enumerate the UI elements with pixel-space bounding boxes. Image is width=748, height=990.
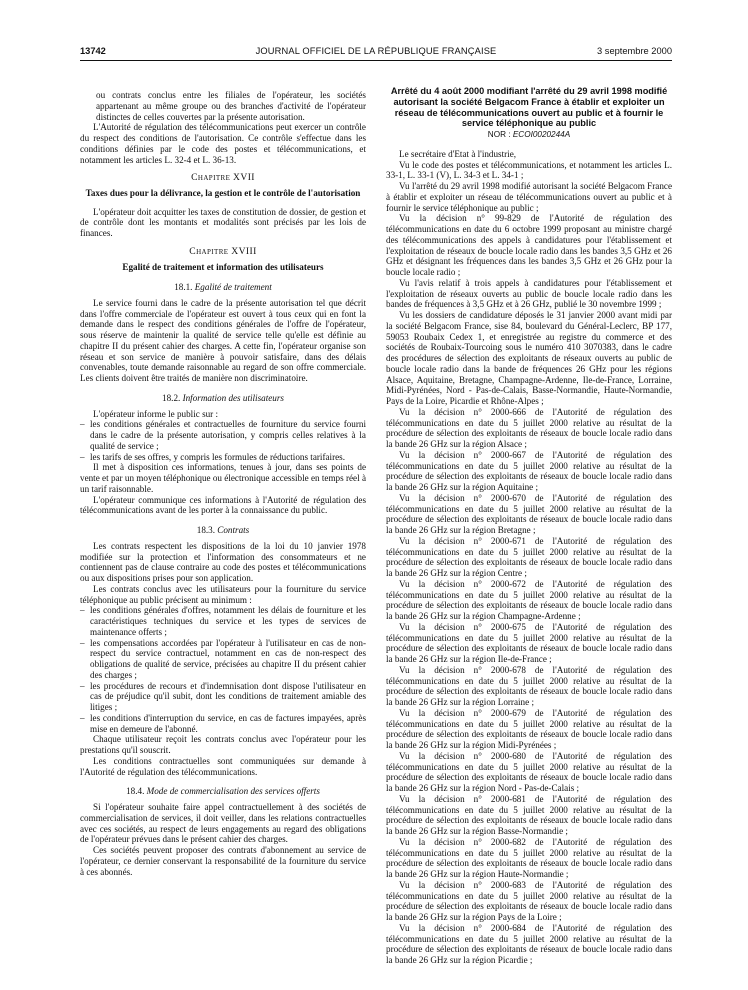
list-item: – les conditions générales et contractuelles de fourniture du service fourni dans le cadre de la présente autorisation, y compris celles relatives à la qualité de service ;	[80, 419, 366, 451]
section-title: Mode de commercialisation des services offerts	[146, 786, 320, 797]
continued-paragraph: ou contrats conclus entre les filiales de l'opérateur, les sociétés appartenant au même groupe ou des branches d'activité de l'opérateur distinctes de celles couvertes par la présente autorisation.	[96, 90, 366, 122]
paragraph: Vu la décision n° 2000-666 de l'Autorité de régulation des télécommunications en date du 5 juillet 2000 relative au résultat de la procédure de sélection des exploitants de réseaux de boucle locale radio dans la bande 26 GHz sur la région Alsace ;	[386, 406, 672, 450]
list-item: – les conditions d'interruption du service, en cas de factures impayées, après mise en demeure de l'abonné.	[80, 713, 366, 735]
list-item: – les compensations accordées par l'opérateur à l'utilisateur en cas de non-respect du service contractuel, notamment en cas de non-respect des obligations de qualité de service, précisées au chapitre II du présent cahier des charges ;	[80, 638, 366, 681]
paragraph: L'opérateur informe le public sur :	[93, 408, 219, 419]
nor-reference	[386, 130, 672, 141]
paragraph: Les contrats respectent les dispositions de la loi du 10 janvier 1978 modifiée sur la protection et l'information des consommateurs et ne contiennent pas de clause contraire au code des postes et télécommunications ou aux dispositions prises pour son application.	[80, 540, 366, 583]
paragraph: Vu l'arrêté du 29 avril 1998 modifié autorisant la société Belgacom France à établir et exploiter un réseau de télécommunications ouvert au public et à fournir le service téléphonique au public ;	[386, 181, 672, 213]
section-title: Information des utilisateurs	[182, 392, 284, 403]
paragraph: Vu la décision n° 2000-680 de l'Autorité de régulation des télécommunications en date du 5 juillet 2000 relative au résultat de la procédure de sélection des exploitants de réseaux de boucle locale radio dans la bande 26 GHz sur la région Nord - Pas-de-Calais ;	[386, 750, 672, 794]
page-number: 13742	[80, 46, 106, 56]
paragraph: Vu la décision n° 2000-671 de l'Autorité de régulation des télécommunications en date du 5 juillet 2000 relative au résultat de la procédure de sélection des exploitants de réseaux de boucle locale radio dans la bande 26 GHz sur la région Centre ;	[386, 535, 672, 579]
left-column	[80, 90, 366, 877]
nor-code: ECOI0020244A	[512, 130, 571, 140]
paragraph: L'Autorité de régulation des télécommunications peut exercer un contrôle du respect des conditions de l'autorisation. Ce contrôle s'effectue dans les conditions définies par le code des postes et télécommunications, et notamment les articles L. 32-4 et L. 36-13.	[80, 122, 366, 165]
paragraph: Les contrats conclus avec les utilisateurs pour la fourniture du service téléphonique au public précisent au minimum :	[80, 583, 366, 605]
paragraph: Vu la décision n° 2000-682 de l'Autorité de régulation des télécommunications en date du 5 juillet 2000 relative au résultat de la procédure de sélection des exploitants de réseaux de boucle locale radio dans la bande 26 GHz sur la région Haute-Normandie ;	[386, 836, 672, 880]
chapter-label: Chapitre XVIII	[189, 245, 257, 257]
right-column	[386, 86, 672, 966]
header-rule	[80, 60, 672, 61]
paragraph: Vu la décision n° 2000-678 de l'Autorité de régulation des télécommunications en date du 5 juillet 2000 relative au résultat de la procédure de sélection des exploitants de réseaux de boucle locale radio dans la bande 26 GHz sur la région Lorraine ;	[386, 664, 672, 708]
paragraph: Vu la décision n° 2000-681 de l'Autorité de régulation des télécommunications en date du 5 juillet 2000 relative au résultat de la procédure de sélection des exploitants de réseaux de boucle locale radio dans la bande 26 GHz sur la région Basse-Normandie ;	[386, 793, 672, 837]
paragraph: Vu la décision n° 2000-672 de l'Autorité de régulation des télécommunications en date du 5 juillet 2000 relative au résultat de la procédure de sélection des exploitants de réseaux de boucle locale radio dans la bande 26 GHz sur la région Champagne-Ardenne ;	[386, 578, 672, 622]
list-item: – les conditions générales d'offres, notamment les délais de fourniture et les caractéristiques techniques du service et les types de services de maintenance offerts ;	[80, 605, 366, 637]
paragraph: Vu l'avis relatif à trois appels à candidatures pour l'établissement et l'exploitation de réseaux ouverts au public de boucle locale radio dans les bandes de fréquences à 3,5 GHz et à 26 GHz, publié le 30 novembre 1999 ;	[386, 277, 672, 310]
section-heading	[80, 393, 366, 404]
section-number: 18.4.	[126, 786, 145, 797]
paragraph: L'opérateur communique ces informations à l'Autorité de régulation des télécommunications avant de les porter à la connaissance du public.	[80, 494, 366, 516]
section-heading	[80, 282, 366, 293]
page-header	[80, 44, 672, 58]
section-title: Contrats	[217, 525, 250, 535]
paragraph: Le service fourni dans le cadre de la présente autorisation tel que décrit dans l'offre commerciale de l'opérateur est ouvert à tous ceux qui en font la demande dans le respect des conditions générales de l'offre de l'opérateur, sous réserve de maintenir la qualité de service telle qu'elle est définie au chapitre II du présent cahier des charges. A cette fin, l'opérateur organise son réseau et son service de manière à pouvoir satisfaire, dans des délais convenables, toute demande raisonnable au regard de son offre commerciale. Les clients doivent être traités de manière non discriminatoire.	[80, 297, 366, 383]
section-number: 18.2.	[162, 392, 181, 403]
section-title: Egalité de traitement	[194, 282, 272, 292]
paragraph: Chaque utilisateur reçoit les contrats conclus avec l'opérateur pour les prestations qu'il souscrit.	[80, 734, 366, 755]
journal-title: JOURNAL OFFICIEL DE LA RÉPUBLIQUE FRANÇAISE	[255, 46, 497, 56]
paragraph: Il met à disposition ces informations, tenues à jour, dans ses points de vente et par un moyen téléphonique ou électronique accessible en temps réel à un tarif raisonnable.	[80, 462, 366, 494]
paragraph: Vu les dossiers de candidature déposés le 31 janvier 2000 avant midi par la société Belgacom France, sise 84, boulevard du Général-Leclerc, BP 177, 59053 Roubaix Cedex 1, et enregistrée au registre du commerce et des sociétés de Roubaix-Tourcoing sous le numéro 410 3070383, dans le cadre des procédures de sélection des exploitants de réseaux ouverts au public de boucle locale radio dans la bande de fréquences 26 GHz pour les régions Alsace, Aquitaine, Bretagne, Champagne-Ardenne, Ile-de-France, Lorraine, Midi-Pyrénées, Nord - Pas-de-Calais, Basse-Normandie, Haute-Normandie, Pays de la Loire, Picardie et Rhône-Alpes ;	[386, 310, 672, 407]
section-heading	[80, 525, 366, 536]
paragraph: Ces sociétés peuvent proposer des contrats d'abonnement au service de l'opérateur, ce dernier conservant la responsabilité de la fourniture du service à ces abonnés.	[80, 845, 366, 877]
paragraph: Le secrétaire d'Etat à l'industrie,	[399, 148, 517, 159]
paragraph: Vu la décision n° 2000-684 de l'Autorité de régulation des télécommunications en date du 5 juillet 2000 relative au résultat de la procédure de sélection des exploitants de réseaux de boucle locale radio dans la bande 26 GHz sur la région Picardie ;	[386, 922, 672, 966]
section-heading	[80, 786, 366, 797]
paragraph: Vu la décision n° 2000-667 de l'Autorité de régulation des télécommunications en date du 5 juillet 2000 relative au résultat de la procédure de sélection des exploitants de réseaux de boucle locale radio dans la bande 26 GHz sur la région Aquitaine ;	[386, 449, 672, 493]
issue-date: 3 septembre 2000	[597, 46, 672, 56]
chapter-title: Egalité de traitement et information des utilisateurs	[122, 261, 324, 272]
dash-list	[80, 419, 366, 462]
list-item: – les tarifs de ses offres, y compris les formules de réductions tarifaires.	[80, 452, 366, 463]
list-item: – les procédures de recours et d'indemnisation dont dispose l'utilisateur en cas de préjudice qu'il subit, dont les conditions de traitement amiable des litiges ;	[80, 681, 366, 713]
paragraph: Vu la décision n° 2000-679 de l'Autorité de régulation des télécommunications en date du 5 juillet 2000 relative au résultat de la procédure de sélection des exploitants de réseaux de boucle locale radio dans la bande 26 GHz sur la région Midi-Pyrénées ;	[386, 707, 672, 751]
section-number: 18.3.	[196, 525, 215, 535]
chapter-title: Taxes dues pour la délivrance, la gestion et le contrôle de l'autorisation	[85, 188, 361, 198]
paragraph: Vu le code des postes et télécommunications, et notamment les articles L. 33-1, L. 33-1 (V), L. 34-3 et L. 34-1 ;	[386, 159, 672, 181]
paragraph: Vu la décision n° 99-829 de l'Autorité de régulation des télécommunications en date du 6 octobre 1999 proposant au ministre chargé des télécommunications des appels à candidatures pour l'établissement et l'exploitation de réseaux de boucle locale radio dans les bandes 3,5 GHz et 26 GHz et désignant les fréquences dans les bandes 3,5 GHz et 26 GHz pour la boucle locale radio ;	[386, 213, 672, 278]
paragraph: Vu la décision n° 2000-675 de l'Autorité de régulation des télécommunications en date du 5 juillet 2000 relative au résultat de la procédure de sélection des exploitants de réseaux de boucle locale radio dans la bande 26 GHz sur la région Ile-de-France ;	[386, 621, 672, 665]
decree-title: Arrêté du 4 août 2000 modifiant l'arrêté du 29 avril 1998 modifié autorisant la société Belgacom France à établir et exploiter un réseau de télécommunications ouvert au public et à fournir le service téléphonique au public	[390, 86, 668, 129]
chapter-label: Chapitre XVII	[191, 172, 255, 184]
paragraph: L'opérateur doit acquitter les taxes de constitution de dossier, de gestion et de contrôle dont les montants et modalités sont précisés par les lois de finances.	[80, 206, 366, 238]
section-number: 18.1.	[174, 282, 193, 292]
paragraph: Vu la décision n° 2000-670 de l'Autorité de régulation des télécommunications en date du 5 juillet 2000 relative au résultat de la procédure de sélection des exploitants de réseaux de boucle locale radio dans la bande 26 GHz sur la région Bretagne ;	[386, 492, 672, 536]
nor-label: NOR :	[487, 130, 511, 140]
paragraph: Vu la décision n° 2000-683 de l'Autorité de régulation des télécommunications en date du 5 juillet 2000 relative au résultat de la procédure de sélection des exploitants de réseaux de boucle locale radio dans la bande 26 GHz sur la région Pays de la Loire ;	[386, 879, 672, 923]
dash-list	[80, 605, 366, 734]
paragraph: Les conditions contractuelles sont communiquées sur demande à l'Autorité de régulation des télécommunications.	[80, 755, 366, 777]
paragraph: Si l'opérateur souhaite faire appel contractuellement à des sociétés de commercialisation de services, il doit veiller, dans les relations contractuelles avec ces sociétés, au respect de leurs engagements au regard des obligations de l'opérateur prévues dans le présent cahier des charges.	[80, 802, 366, 845]
